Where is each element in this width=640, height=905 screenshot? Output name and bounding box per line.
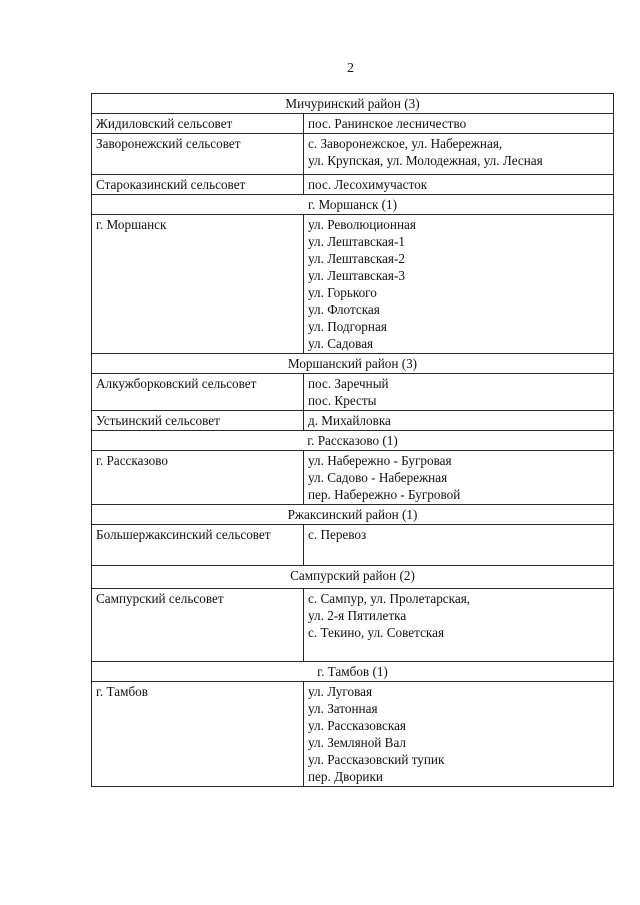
- street-item: ул. Набережно - Бугровая: [308, 453, 452, 468]
- streets-cell: [304, 451, 614, 505]
- street-item: ул. Луговая: [308, 684, 373, 699]
- municipality-name: Алкужборковский сельсовет: [92, 374, 304, 411]
- municipality-name: Староказинский сельсовет: [92, 175, 304, 195]
- streets-cell: [304, 682, 614, 787]
- section-header-row: [92, 431, 614, 451]
- street-item: ул. Горького: [308, 285, 377, 300]
- table-row: [92, 451, 614, 505]
- section-header: г. Моршанск (1): [92, 195, 614, 215]
- municipality-name: Устьинский сельсовет: [92, 411, 304, 431]
- street-item: с. Сампур, ул. Пролетарская,: [308, 591, 471, 606]
- section-header: Моршанский район (3): [92, 354, 614, 374]
- section-header: Сампурский район (2): [92, 566, 614, 589]
- street-item: ул. 2-я Пятилетка: [308, 608, 407, 623]
- street-item: ул. Лештавская-3: [308, 268, 405, 283]
- streets-cell: [304, 374, 614, 411]
- settlements-table: [91, 93, 614, 787]
- street-item: ул. Крупская, ул. Молодежная, ул. Лесная: [308, 153, 543, 168]
- table-row: [92, 589, 614, 662]
- street-item: с. Перевоз: [308, 527, 367, 542]
- municipality-name: г. Рассказово: [92, 451, 304, 505]
- street-item: пос. Кресты: [308, 393, 377, 408]
- street-item: ул. Садовая: [308, 336, 374, 351]
- municipality-name: Сампурский сельсовет: [92, 589, 304, 662]
- street-item: пер. Дворики: [308, 769, 383, 784]
- street-item: ул. Земляной Вал: [308, 735, 406, 750]
- street-item: д. Михайловка: [308, 413, 391, 428]
- street-item: ул. Рассказовская: [308, 718, 406, 733]
- street-item: ул. Садово - Набережная: [308, 470, 448, 485]
- street-item: с. Заворонежское, ул. Набережная,: [308, 136, 503, 151]
- section-header-row: [92, 505, 614, 525]
- streets-cell: [304, 411, 614, 431]
- street-item: ул. Подгорная: [308, 319, 387, 334]
- street-item: пер. Набережно - Бугровой: [308, 487, 461, 502]
- street-item: пос. Ранинское лесничество: [308, 116, 467, 131]
- table-row: [92, 525, 614, 566]
- municipality-name: г. Тамбов: [92, 682, 304, 787]
- streets-cell: [304, 589, 614, 662]
- municipality-name: Большержаксинский сельсовет: [92, 525, 304, 566]
- municipality-name: г. Моршанск: [92, 215, 304, 354]
- street-item: ул. Рассказовский тупик: [308, 752, 445, 767]
- section-header-row: [92, 566, 614, 589]
- table-row: [92, 175, 614, 195]
- street-item: пос. Заречный: [308, 376, 389, 391]
- street-item: ул. Флотская: [308, 302, 380, 317]
- section-header-row: [92, 354, 614, 374]
- street-item: ул. Лештавская-1: [308, 234, 405, 249]
- street-item: ул. Затонная: [308, 701, 378, 716]
- table-row: [92, 682, 614, 787]
- street-item: с. Текино, ул. Советская: [308, 625, 445, 640]
- section-header: Мичуринский район (3): [92, 94, 614, 114]
- table-row: [92, 134, 614, 175]
- streets-cell: [304, 525, 614, 566]
- street-item: ул. Революционная: [308, 217, 416, 232]
- street-item: ул. Лештавская-2: [308, 251, 405, 266]
- municipality-name: Заворонежский сельсовет: [92, 134, 304, 175]
- table-row: [92, 215, 614, 354]
- section-header: г. Тамбов (1): [92, 662, 614, 682]
- section-header: Ржаксинский район (1): [92, 505, 614, 525]
- streets-cell: [304, 215, 614, 354]
- section-header-row: [92, 94, 614, 114]
- page-number: 2: [347, 61, 354, 76]
- section-header-row: [92, 195, 614, 215]
- streets-cell: [304, 114, 614, 134]
- street-item: пос. Лесохимучасток: [308, 177, 428, 192]
- section-header: г. Рассказово (1): [92, 431, 614, 451]
- municipality-name: Жидиловский сельсовет: [92, 114, 304, 134]
- streets-cell: [304, 134, 614, 175]
- table-row: [92, 411, 614, 431]
- section-header-row: [92, 662, 614, 682]
- table-row: [92, 374, 614, 411]
- table-row: [92, 114, 614, 134]
- streets-cell: [304, 175, 614, 195]
